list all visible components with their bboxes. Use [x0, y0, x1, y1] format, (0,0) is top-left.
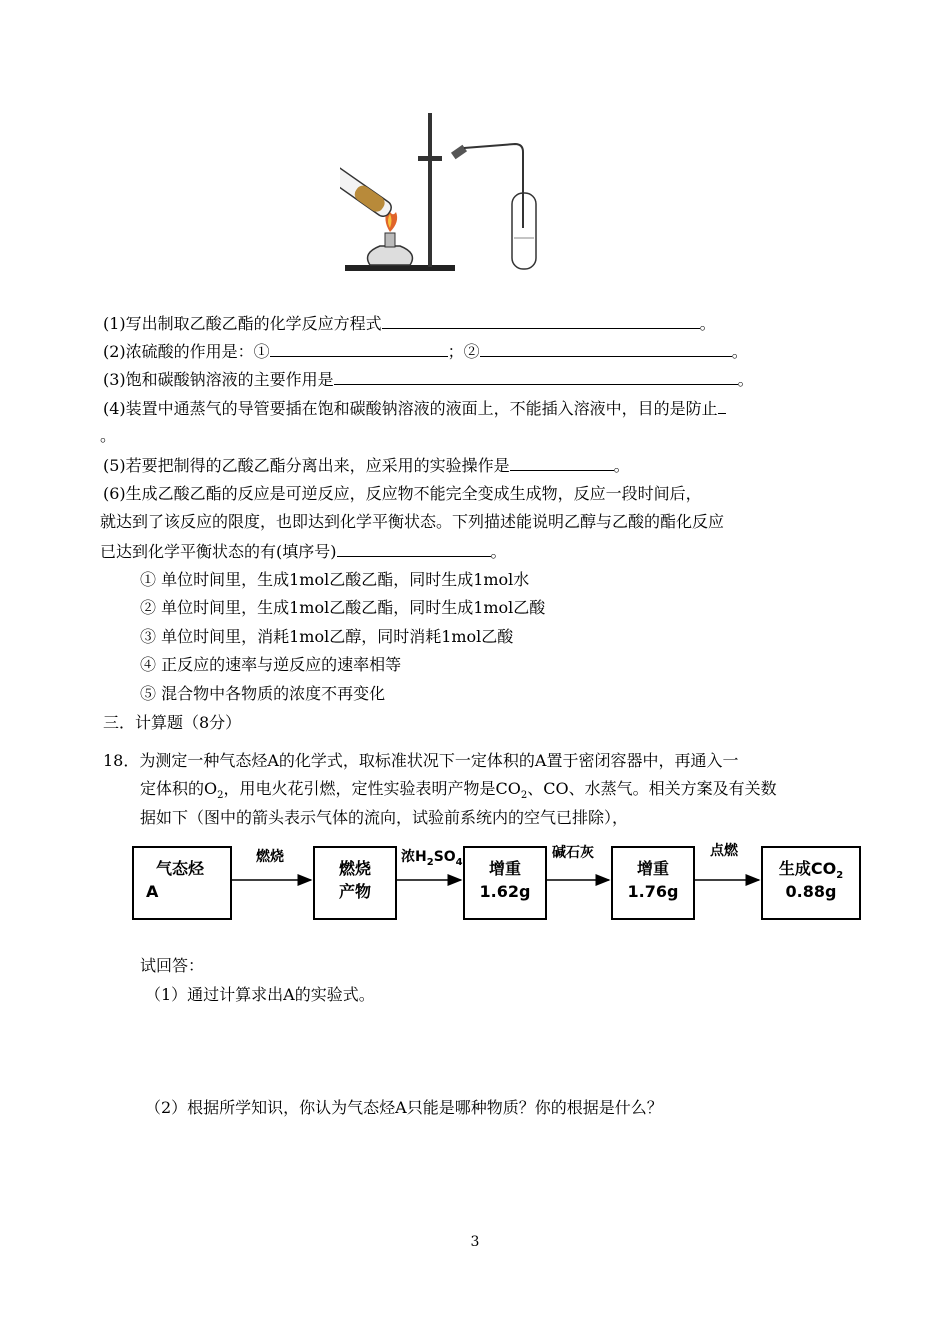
q18-line2: 定体积的$O_2$，用电火花引燃，定性实验表明产物是$CO_2$、CO、水蒸气。相关方案及有关数 — [140, 779, 777, 802]
question-3: (3)饱和碳酸钠溶液的主要作用是 。 — [103, 370, 754, 389]
question-2: (2)浓硫酸的作用是：① ；② 。 — [103, 342, 748, 361]
flow-label-conc-h2so4: 浓$H_2SO_4$ — [401, 849, 463, 868]
option-5: ⑤ 混合物中各物质的浓度不再变化 — [140, 684, 386, 703]
flow-box-weight-gain-1: 增重 1.62g — [463, 846, 547, 920]
q18-sub-question-2: （2）根据所学知识，你认为气态烃A只能是哪种物质？你的根据是什么？ — [145, 1098, 663, 1117]
question-6-line2: 就达到了该反应的限度，也即达到化学平衡状态。下列描述能说明乙醇与乙酸的酯化反应 — [100, 512, 725, 531]
flow-box-weight-gain-2: 增重 1.76g — [611, 846, 695, 920]
question-6-line3: 已达到化学平衡状态的有(填序号) 。 — [100, 542, 507, 561]
question-6-line1: (6)生成乙酸乙酯的反应是可逆反应，反应物不能完全变成生成物，反应一段时间后， — [103, 484, 702, 503]
flow-label-combustion: 燃烧 — [256, 849, 284, 865]
page-number: 3 — [470, 1234, 480, 1250]
option-2: ② 单位时间里，生成1mol乙酸乙酯，同时生成1mol乙酸 — [140, 598, 546, 617]
q18-prompt: 试回答： — [140, 956, 205, 975]
section-3-title: 三．计算题（8分） — [103, 713, 242, 732]
question-5: (5)若要把制得的乙酸乙酯分离出来，应采用的实验操作是 。 — [103, 456, 630, 475]
q18-line1: 18．为测定一种气态烃A的化学式，取标准状况下一定体积的A置于密闭容器中，再通入一 — [103, 751, 739, 770]
q18-sub-question-1: （1）通过计算求出A的实验式。 — [145, 985, 375, 1004]
flow-box-co2-produced: 生成$CO_2$ 0.88g — [761, 846, 861, 920]
question-4-end: 。 — [100, 426, 117, 445]
question-1: (1)写出制取乙酸乙酯的化学反应方程式 。 — [103, 314, 716, 333]
q18-line3: 据如下（图中的箭头表示气体的流向，试验前系统内的空气已排除）， — [140, 808, 629, 827]
option-1: ① 单位时间里，生成1mol乙酸乙酯，同时生成1mol水 — [140, 570, 530, 589]
question-4: (4)装置中通蒸气的导管要插在饱和碳酸钠溶液的液面上，不能插入溶液中，目的是防止 — [103, 397, 726, 420]
flow-box-gaseous-hydrocarbon: 气态烃 A — [132, 846, 232, 920]
flow-label-ignite: 点燃 — [710, 843, 738, 859]
option-4: ④ 正反应的速率与逆反应的速率相等 — [140, 655, 402, 674]
option-3: ③ 单位时间里，消耗1mol乙醇，同时消耗1mol乙酸 — [140, 627, 514, 646]
flow-label-soda-lime: 碱石灰 — [552, 845, 594, 861]
flow-box-combustion-products: 燃烧 产物 — [313, 846, 397, 920]
